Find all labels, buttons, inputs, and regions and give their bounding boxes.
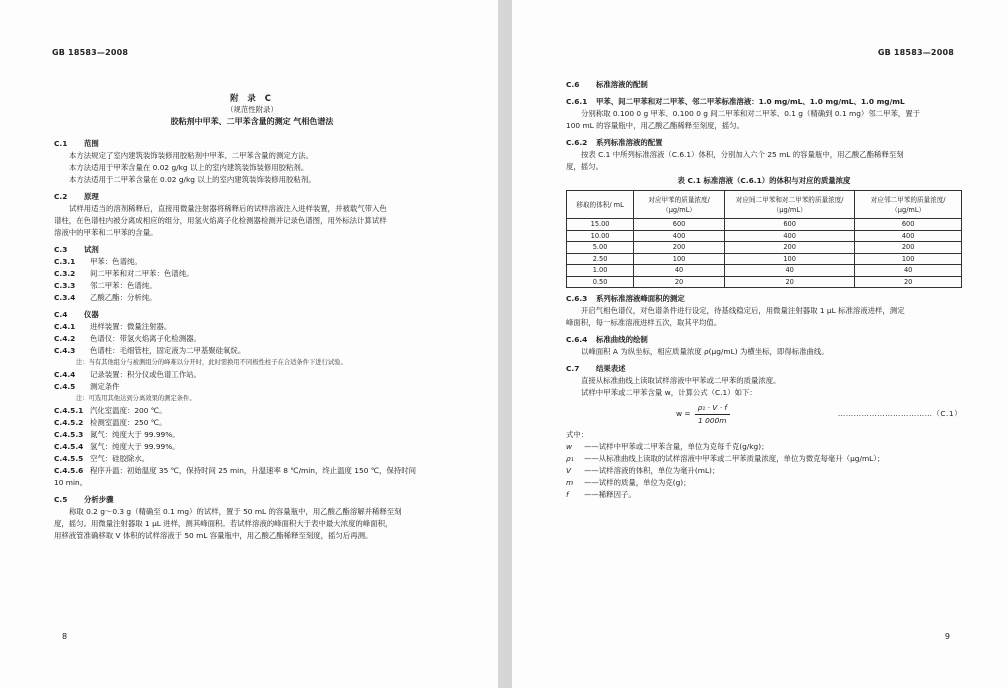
formula-c1	[566, 402, 962, 426]
formula-fraction	[695, 402, 730, 427]
left-page-header: GB 18583—2008	[52, 48, 129, 57]
c5-line: 用移液管准确移取 V 体积的试样溶液于 50 mL 容量瓶中，用乙酸乙酯稀释至刻度，摇匀后再测。	[54, 531, 373, 540]
c4-note: 注：当有其他组分与被测组分的峰难以分开时，此时需换用不同极性柱子在合适条件下进行试验。	[76, 359, 347, 366]
c2-line: 试样用适当的溶剂稀释后，直接用微量注射器将稀释后的试样溶液注入进样装置，并被载气带入色	[69, 204, 387, 213]
table-cell: 0.50	[567, 276, 634, 288]
c1-para: 本方法适用于二甲苯含量在 0.02 g/kg 以上的室内建筑装饰装修用胶粘剂。	[69, 175, 316, 184]
symbol-definition: f ——稀释因子。	[566, 490, 636, 499]
c2-line: 谱柱，在色谱柱内被分离成相应的组分，用氢火焰离子化检测器检测并记录色谱图，用外标法计算试样	[54, 216, 387, 225]
c1-para: 本方法适用于甲苯含量在 0.02 g/kg 以上的室内建筑装饰装修用胶粘剂。	[69, 163, 309, 172]
table-cell: 20	[634, 276, 725, 288]
table-header-cell: 对应邻二甲苯的质量浓度/ （μg/mL）	[855, 191, 962, 219]
c62-line: 按表 C.1 中所列标准溶液（C.6.1）体积，分别加入六个 25 mL 的容量瓶中，用乙酸乙酯稀释至刻	[581, 150, 904, 159]
table-cell: 40	[855, 265, 962, 277]
left-page-number: 8	[62, 632, 68, 641]
annex-title: 附 录 C	[230, 93, 274, 103]
section-c3-heading: C.3 试剂	[54, 245, 99, 254]
right-page-number: 9	[944, 632, 950, 641]
formula-number: ………………………………（C.1）	[837, 409, 962, 418]
table-cell: 100	[634, 253, 725, 265]
c64-line: 以峰面积 A 为纵坐标，相应质量浓度 ρ(μg/mL) 为横坐标，即得标准曲线。	[581, 347, 829, 356]
table-header-cell: 对应间二甲苯和对二甲苯的质量浓度/ （μg/mL）	[724, 191, 854, 219]
annex-subtitle: （规范性附录）	[226, 105, 278, 114]
section-c62-heading: C.6.2 系列标准溶液的配置	[566, 138, 663, 147]
table-cell: 20	[855, 276, 962, 288]
right-page-header: GB 18583—2008	[877, 48, 954, 57]
right-page	[512, 0, 1008, 688]
table-cell: 2.50	[567, 253, 634, 265]
section-c64-heading: C.6.4 标准曲线的绘制	[566, 335, 648, 344]
table-cell: 5.00	[567, 242, 634, 254]
formula-numerator: ρ₁ · V · f	[695, 402, 730, 415]
where-label: 式中：	[566, 430, 589, 439]
symbol-definition: w ——试样中甲苯或二甲苯含量，单位为克每千克(g/kg)；	[566, 442, 769, 451]
standard-solution-table	[566, 190, 962, 288]
table-cell: 200	[855, 242, 962, 254]
table-cell: 40	[724, 265, 854, 277]
formula-body	[676, 402, 730, 427]
table-cell: 600	[855, 219, 962, 231]
formula-lhs: w =	[676, 409, 691, 418]
table-title: 表 C.1 标准溶液（C.6.1）的体积与对应的质量浓度	[677, 176, 851, 185]
table-cell: 100	[855, 253, 962, 265]
table-row	[567, 253, 962, 265]
c2-line: 溶液中的甲苯和二甲苯的含量。	[54, 228, 158, 237]
table-cell: 600	[724, 219, 854, 231]
c4-continuation: 10 min。	[54, 478, 88, 487]
section-c1-heading: C.1 范围	[54, 139, 99, 148]
c4-subitem: C.4.5.4 氢气：纯度大于 99.99%。	[54, 442, 180, 451]
c4-subitem: C.4.5.5 空气：硅胶除水。	[54, 454, 150, 463]
page-gutter	[498, 0, 512, 688]
table-row	[567, 219, 962, 231]
annex-name: 胶粘剂中甲苯、二甲苯含量的测定 气相色谱法	[170, 117, 334, 126]
table-cell: 600	[634, 219, 725, 231]
c63-line: 开启气相色谱仪，对色谱条件进行设定，待基线稳定后，用微量注射器取 1 μL 标准溶液进样，测定	[581, 306, 905, 315]
symbol-definition: ρ₁ ——从标准曲线上读取的试样溶液中甲苯或二甲苯质量浓度，单位为微克每毫升（μg/mL）；	[566, 454, 885, 463]
c4-subitem: C.4.5.3 氮气：纯度大于 99.99%。	[54, 430, 180, 439]
table-row	[567, 265, 962, 277]
c1-para: 本方法规定了室内建筑装饰装修用胶粘剂中甲苯、二甲苯含量的测定方法。	[69, 151, 313, 160]
c3-item: C.3.3 邻二甲苯：色谱纯。	[54, 281, 157, 290]
c4-item: C.4.3 色谱柱：毛细管柱，固定液为二甲基聚硅氧烷。	[54, 346, 246, 355]
c4-item: C.4.5 测定条件	[54, 382, 120, 391]
table-cell: 400	[724, 230, 854, 242]
c4-subitem: C.4.5.1 汽化室温度：200 ℃。	[54, 406, 167, 415]
c4-item: C.4.4 记录装置：积分仪或色谱工作站。	[54, 370, 201, 379]
c5-line: 度，摇匀。用微量注射器取 1 μL 进样，测其峰面积。若试样溶液的峰面积大于表中最大浓度的峰面积，	[54, 519, 393, 528]
c3-item: C.3.4 乙酸乙酯：分析纯。	[54, 293, 157, 302]
c62-line: 度，摇匀。	[566, 162, 603, 171]
c4-note: 注：可选用其他达到分离效果的测定条件。	[76, 395, 196, 402]
c4-subitem: C.4.5.2 检测室温度：250 ℃。	[54, 418, 167, 427]
table-cell: 400	[855, 230, 962, 242]
c7-line: 直接从标准曲线上读取试样溶液中甲苯或二甲苯的质量浓度。	[581, 376, 781, 385]
table-header-cell: 对应甲苯的质量浓度/ （μg/mL）	[634, 191, 725, 219]
table-header-row	[567, 191, 962, 219]
section-c6-heading: C.6 标准溶液的配制	[566, 80, 648, 89]
left-page	[0, 0, 498, 688]
c3-item: C.3.1 甲苯：色谱纯。	[54, 257, 142, 266]
section-c63-heading: C.6.3 系列标准溶液峰面积的测定	[566, 294, 685, 303]
section-c61-heading: C.6.1 甲苯、间二甲苯和对二甲苯、邻二甲苯标准溶液：1.0 mg/mL、1.0 mg/mL、1.0 mg/mL	[566, 97, 905, 106]
table-cell: 1.00	[567, 265, 634, 277]
table-row	[567, 276, 962, 288]
c4-item: C.4.1 进样装置：微量注射器。	[54, 322, 172, 331]
left-page-content	[54, 86, 450, 542]
right-page-content	[566, 74, 962, 501]
table-row	[567, 242, 962, 254]
table-cell: 100	[724, 253, 854, 265]
symbol-definition: m ——试样的质量，单位为克(g)；	[566, 478, 691, 487]
table-cell: 10.00	[567, 230, 634, 242]
table-cell: 20	[724, 276, 854, 288]
section-c2-heading: C.2 原理	[54, 192, 99, 201]
table-cell: 15.00	[567, 219, 634, 231]
section-c5-heading: C.5 分析步骤	[54, 495, 114, 504]
c5-line: 称取 0.2 g～0.3 g（精确至 0.1 mg）的试样，置于 50 mL 的容量瓶中，用乙酸乙酯溶解并稀释至刻	[69, 507, 402, 516]
c61-line: 分别称取 0.100 0 g 甲苯、0.100 0 g 间二甲苯和对二甲苯、0.1 g（精确到 0.1 mg）邻二甲苯，置于	[581, 109, 921, 118]
c7-line: 试样中甲苯或二甲苯含量 w，计算公式（C.1）如下：	[581, 388, 757, 397]
table-cell: 200	[634, 242, 725, 254]
section-c7-heading: C.7 结果表述	[566, 364, 626, 373]
symbol-definition: V ——试样溶液的体积，单位为毫升(mL)；	[566, 466, 720, 475]
table-cell: 40	[634, 265, 725, 277]
table-row	[567, 230, 962, 242]
c4-subitem: C.4.5.6 程序升温：初始温度 35 ℃，保持时间 25 min，升温速率 8 ℃/min，终止温度 150 ℃，保持时间	[54, 466, 417, 475]
c4-item: C.4.2 色谱仪：带氢火焰离子化检测器。	[54, 334, 201, 343]
table-header-cell: 移取的体积/ mL	[567, 191, 634, 219]
table-cell: 200	[724, 242, 854, 254]
c63-line: 峰面积，每一标准溶液进样五次，取其平均值。	[566, 318, 722, 327]
c61-line: 100 mL 的容量瓶中，用乙酸乙酯稀释至刻度，摇匀。	[566, 121, 744, 130]
table-cell: 400	[634, 230, 725, 242]
formula-denominator: 1 000m	[698, 415, 727, 425]
section-c4-heading: C.4 仪器	[54, 310, 99, 319]
c3-item: C.3.2 间二甲苯和对二甲苯：色谱纯。	[54, 269, 194, 278]
